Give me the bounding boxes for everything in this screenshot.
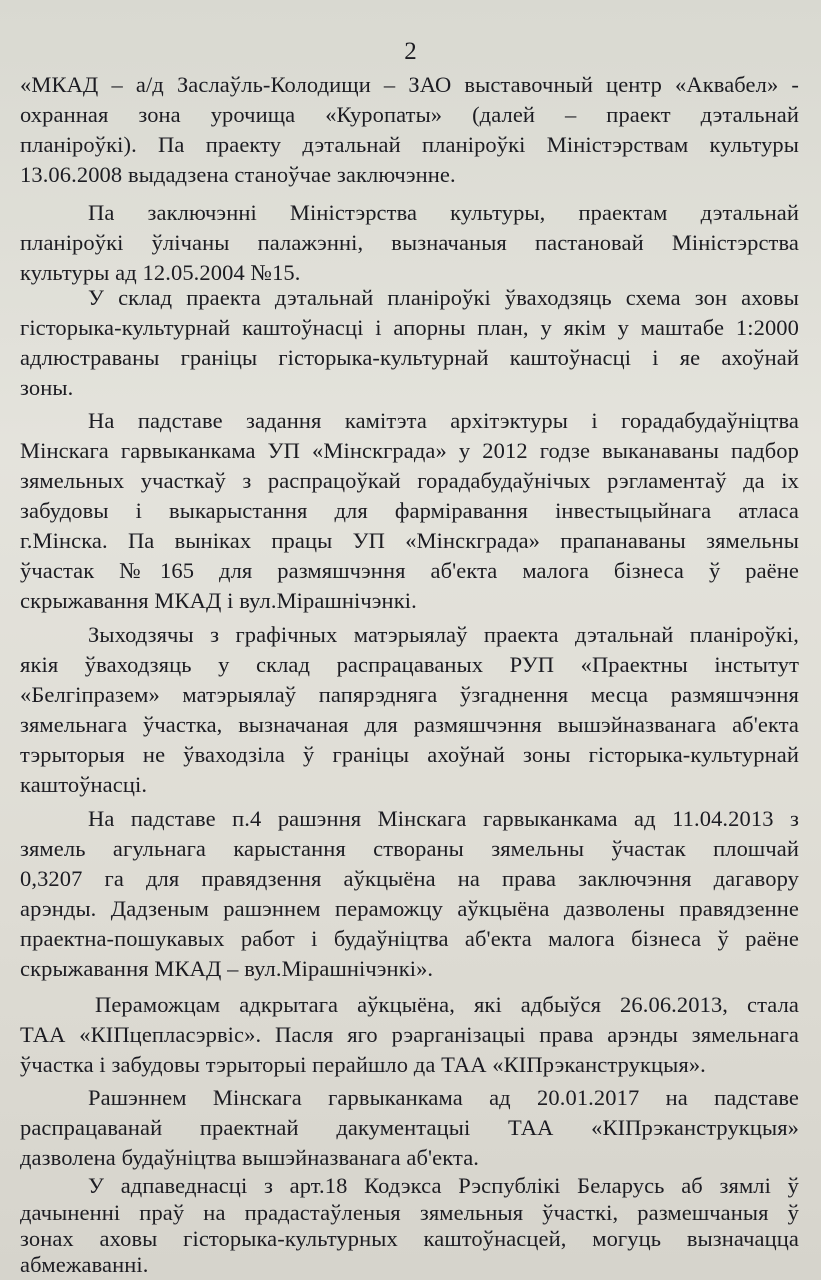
- text-line: г.Мінска. Па выніках працы УП «Мінскграда» прапанаваны зямельны: [20, 528, 799, 553]
- page-number: 2: [404, 38, 417, 65]
- text-line: дазволена будаўніцтва вышэйназванага аб'екта.: [20, 1145, 480, 1170]
- text-line: На падставе задання камітэта архітэктуры і горадабудаўніцтва: [88, 408, 799, 433]
- text-line: 13.06.2008 выдадзена станоўчае заключэнне.: [20, 162, 456, 187]
- text-line: планіроўкі ўлічаны палажэнні, вызначаныя пастановай Міністэрства: [20, 230, 799, 255]
- text-line: праектна-пошукавых работ і будаўніцтва аб'екта малога бізнеса ў раёне: [20, 926, 799, 951]
- text-line: зямельных участкаў з распрацоўкай горадабудаўнічых рэгламентаў да іх: [20, 468, 799, 493]
- text-line: культуры ад 12.05.2004 №15.: [20, 260, 301, 285]
- text-line: распрацаванай праектнай дакументацыі ТАА «КІПрэканструкцыя»: [20, 1115, 799, 1140]
- text-line: Па заключэнні Міністэрства культуры, праектам дэтальнай: [88, 200, 799, 225]
- text-line: планіроўкі). Па праекту дэтальнай планіроўкі Міністэрствам культуры: [20, 132, 799, 157]
- text-line: «МКАД – а/д Заслаўль-Колодищи – ЗАО выставочный центр «Аквабел» -: [20, 72, 799, 97]
- text-line: Пераможцам адкрытага аўкцыёна, які адбыўся 26.06.2013, стала: [95, 992, 799, 1017]
- text-line: зямельнага ўчастка, вызначаная для размяшчэння вышэйназванага аб'екта: [20, 712, 799, 737]
- text-line: зонах аховы гісторыка-культурных каштоўнасцей, могуць вызначацца: [20, 1226, 799, 1251]
- text-line: скрыжавання МКАД і вул.Мірашнічэнкі.: [20, 588, 417, 613]
- text-line: дачыненні праў на прадастаўленыя зямельныя ўчасткі, размешчаныя ў: [20, 1200, 799, 1225]
- text-line: У склад праекта дэтальнай планіроўкі ўваходзяць схема зон аховы: [88, 285, 799, 310]
- text-line: охранная зона урочища «Куропаты» (далей – праект дэтальнай: [20, 102, 799, 127]
- text-line: гісторыка-культурнай каштоўнасці і апорны план, у якім у маштабе 1:2000: [20, 315, 799, 340]
- text-line: Мінскага гарвыканкама УП «Мінскграда» у 2012 годзе выканаваны падбор: [20, 438, 799, 463]
- text-line: ўчастак №165 для размяшчэння аб'екта малога бізнеса ў раёне: [20, 558, 799, 583]
- text-line: абмежаванні.: [20, 1252, 149, 1277]
- text-line: Зыходзячы з графічных матэрыялаў праекта дэтальнай планіроўкі,: [88, 622, 799, 647]
- text-line: ТАА «КІПцепласэрвіс». Пасля яго рэарганізацыі права арэнды зямельнага: [20, 1022, 799, 1047]
- text-line: адлюстраваны граніцы гісторыка-культурнай каштоўнасці і яе ахоўнай: [20, 345, 799, 370]
- text-line: забудовы і выкарыстання для фарміравання інвестыцыйнага атласа: [20, 498, 799, 523]
- text-line: ўчастка і забудовы тэрыторыі перайшло да ТАА «КІПрэканструкцыя».: [20, 1052, 706, 1077]
- text-line: каштоўнасці.: [20, 772, 148, 797]
- text-line: «Белгіпразем» матэрыялаў папярэдняга ўзгаднення месца размяшчэння: [20, 682, 799, 707]
- text-line: На падставе п.4 рашэння Мінскага гарвыканкама ад 11.04.2013 з: [88, 806, 799, 831]
- text-line: зоны.: [20, 375, 74, 400]
- text-line: У адпаведнасці з арт.18 Кодэкса Рэспублікі Беларусь аб зямлі ў: [88, 1173, 799, 1198]
- text-line: якія ўваходзяць у склад распрацаваных РУП «Праектны інстытут: [20, 652, 799, 677]
- text-line: тэрыторыя не ўваходзіла ў граніцы ахоўнай зоны гісторыка-культурнай: [20, 742, 799, 767]
- text-line: зямель агульнага карыстання створаны зямельны ўчастак плошчай: [20, 836, 799, 861]
- text-line: скрыжавання МКАД – вул.Мірашнічэнкі».: [20, 956, 434, 981]
- text-line: Рашэннем Мінскага гарвыканкама ад 20.01.2017 на падставе: [88, 1085, 799, 1110]
- text-line: арэнды. Дадзеным рашэннем пераможцу аўкцыёна дазволены правядзенне: [20, 896, 799, 921]
- text-line: 0,3207 га для правядзення аўкцыёна на права заключэння дагавору: [20, 866, 799, 891]
